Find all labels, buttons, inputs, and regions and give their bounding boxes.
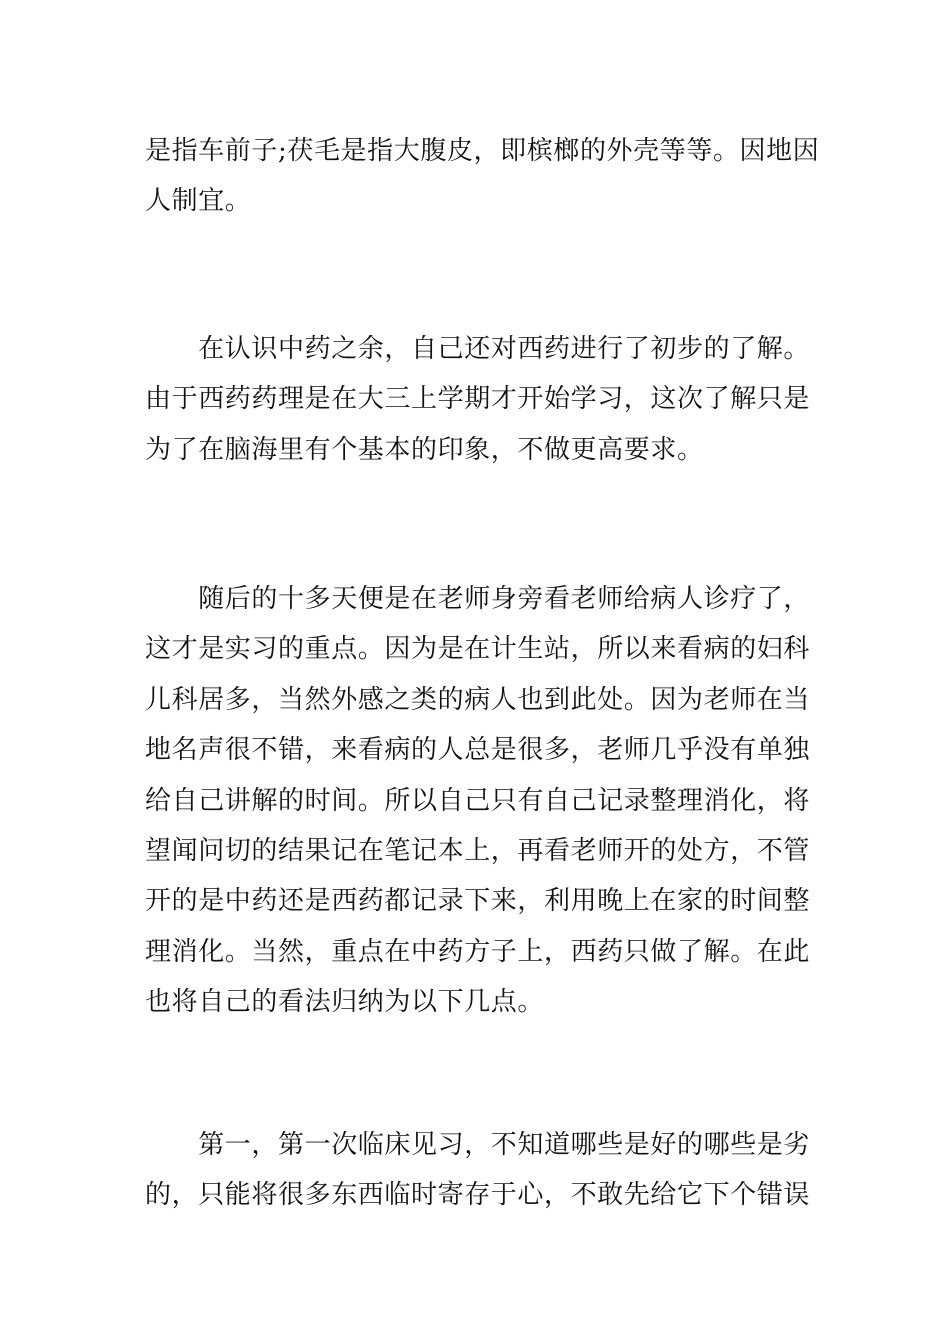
- text-line: 望闻问切的结果记在笔记本上，再看老师开的处方，不管: [145, 836, 811, 867]
- text-line: 为了在脑海里有个基本的印象，不做更高要求。: [145, 434, 704, 465]
- paragraph-3: [145, 574, 811, 1028]
- text-line: 这才是实习的重点。因为是在计生站，所以来看病的妇科: [145, 634, 811, 665]
- text-line: 的，只能将很多东西临时寄存于心，不敢先给它下个错误: [145, 1180, 811, 1211]
- text-line: 随后的十多天便是在老师身旁看老师给病人诊疗了，: [145, 584, 811, 614]
- text-line: 开的是中药还是西药都记录下来，利用晚上在家的时间整: [145, 886, 811, 917]
- paragraph-4: [145, 1120, 811, 1221]
- text-line: 理消化。当然，重点在中药方子上，西药只做了解。在此: [145, 936, 811, 967]
- paragraph-1: [145, 126, 820, 227]
- text-line: 由于西药药理是在大三上学期才开始学习，这次了解只是: [145, 384, 811, 415]
- text-line: 在认识中药之余，自己还对西药进行了初步的了解。: [145, 334, 811, 364]
- text-line: 给自己讲解的时间。所以自己只有自己记录整理消化，将: [145, 785, 811, 816]
- text-line: 地名声很不错，来看病的人总是很多，老师几乎没有单独: [145, 735, 811, 766]
- text-line: 第一，第一次临床见习，不知道哪些是好的哪些是劣: [145, 1130, 811, 1160]
- text-line: 也将自己的看法归纳为以下几点。: [145, 987, 545, 1018]
- text-line: 是指车前子;茯毛是指大腹皮，即槟榔的外壳等等。因地因: [145, 136, 820, 166]
- paragraph-2: [145, 324, 811, 475]
- text-line: 儿科居多，当然外感之类的病人也到此处。因为老师在当: [145, 684, 811, 715]
- text-line: 人制宜。: [145, 186, 252, 217]
